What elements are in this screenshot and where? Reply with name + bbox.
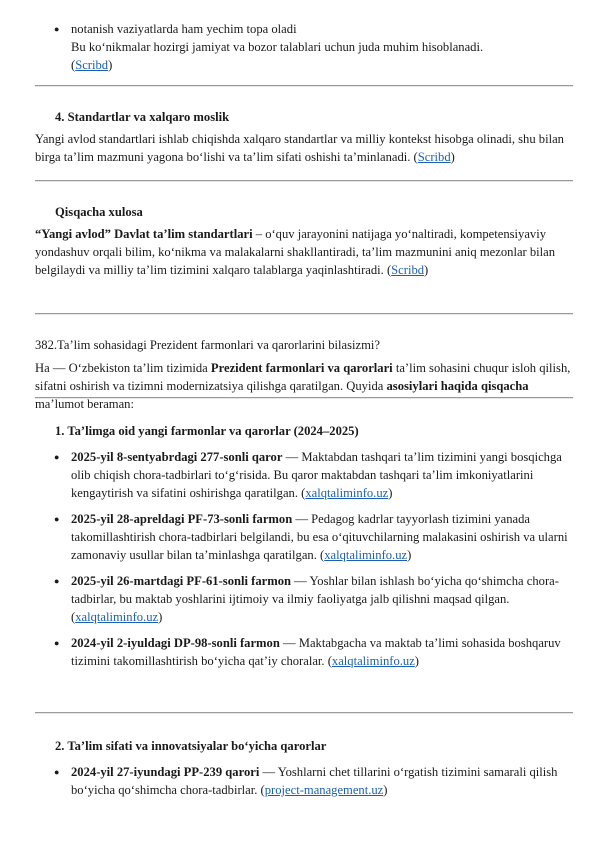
source-link[interactable]: xalqtaliminfo.uz xyxy=(324,548,408,562)
answer-text: Ha — O‘zbekiston ta’lim tizimida xyxy=(35,361,211,375)
divider xyxy=(35,313,573,315)
bullet-icon: ● xyxy=(54,767,60,777)
source-link[interactable]: xalqtaliminfo.uz xyxy=(331,654,415,668)
list-item xyxy=(35,572,573,626)
answer-bold: Prezident farmonlari va qarorlari xyxy=(210,361,393,375)
summary-paragraph: “Yangi avlod” Davlat ta’lim standartlari – o‘quv jarayonini natijaga yo‘naltiradi, kompetensiyaviy yondashuv orqali bilim, ko‘nikma va malakalarni shakllantiradi, ta’lim mazmunini aniq mezonlar bilan belgilaydi va milliy ta’lim tizimini xalqaro talablarga yaqinlashtiradi. (Scribd) xyxy=(35,227,556,277)
list-item: ● notanish vaziyatlarda ham yechim topa oladi Bu ko‘nikmalar hozirgi jamiyat va bozor talablari uchun juda muhim hisoblanadi. (Scribd) xyxy=(54,22,484,72)
answer-bold: asosiylari haqida qisqacha xyxy=(386,379,529,393)
source-link[interactable]: project-management.uz xyxy=(264,783,384,797)
summary-bold-term: “Yangi avlod” Davlat ta’lim standartlari xyxy=(35,227,253,241)
intro-block xyxy=(35,20,573,74)
section-heading: 4. Standartlar va xalqaro moslik xyxy=(55,110,230,124)
quality-section xyxy=(35,737,573,799)
list-item xyxy=(35,634,573,670)
list-item xyxy=(35,763,573,799)
summary-section xyxy=(35,203,573,279)
divider xyxy=(35,397,573,399)
answer-paragraph xyxy=(35,359,573,413)
answer-text: ta’lim sohasini chuqur isloh qilish, sifatni oshirish va tizimni modernizatsiya qilishga qaratilgan. Quyida xyxy=(35,361,571,393)
decree-title: 2024-yil 27-iyundagi PP-239 qarori xyxy=(71,765,260,779)
summary-heading: Qisqacha xulosa xyxy=(55,205,143,219)
source-link[interactable]: Scribd xyxy=(391,263,425,277)
importance-text: Bu ko‘nikmalar hozirgi jamiyat va bozor talablari uchun juda muhim hisoblanadi. xyxy=(71,40,484,54)
answer-text: ma’lumot beraman: xyxy=(35,397,134,411)
decrees-section xyxy=(35,422,573,670)
bullet-icon: ● xyxy=(54,24,60,34)
question-text: 382.Ta’lim sohasidagi Prezident farmonlari va qarorlarini bilasizmi? xyxy=(35,338,380,352)
closing-paren: ) xyxy=(388,486,393,500)
list-item xyxy=(35,448,573,502)
closing-paren: ) xyxy=(414,654,419,668)
list-item xyxy=(35,510,573,564)
decree-text: — Maktabdan tashqari ta’lim tizimini yangi bosqichga olib chiqish chora-tadbirlari to‘g‘risida. Bu qaror maktabdan tashqari ta’lim imkoniyatlarini kengaytirish va sifatini oshirishga qaratilgan. ( xyxy=(71,450,562,500)
decree-text: — Yoshlarni chet tillarini o‘rgatish tizimini samarali qilish bo‘yicha qo‘shimcha chora-tadbirlar. ( xyxy=(71,765,558,797)
closing-paren: ) xyxy=(383,783,388,797)
divider xyxy=(35,180,573,182)
decree-text: — Maktabgacha va maktab ta’limi sohasida boshqaruv tizimini takomillashtirish bo‘yicha qat’iy choralar. ( xyxy=(71,636,561,668)
decree-title: 2024-yil 2-iyuldagi DP-98-sonli farmon xyxy=(71,636,280,650)
decrees-list xyxy=(35,448,573,670)
bullet-icon: ● xyxy=(54,638,60,648)
source-link[interactable]: xalqtaliminfo.uz xyxy=(305,486,389,500)
bullet-icon: ● xyxy=(54,452,60,462)
decree-text: — Pedagog kadrlar tayyorlash tizimini yanada takomillashtirish chora-tadbirlari belgilandi, bu esa o‘qituvchilarning malakasini oshirish va ularni zamonaviy usullar bilan ta’minlashga qaratilgan. ( xyxy=(71,512,568,562)
source-link[interactable]: Scribd xyxy=(75,58,109,72)
section-heading: 1. Ta’limga oid yangi farmonlar va qarorlar (2024–2025) xyxy=(55,424,359,438)
divider xyxy=(35,712,573,714)
summary-text: – o‘quv jarayonini natijaga yo‘naltiradi, kompetensiyaviy yondashuv orqali bilim, ko‘nikma va malakalarni shakllantiradi, ta’lim mazmunini aniq mezonlar bilan belgilaydi va milliy ta’lim tizimini xalqaro talablarga yaqinlashtiradi. xyxy=(35,227,556,277)
decree-text: — Yoshlar bilan ishlash bo‘yicha qo‘shimcha chora-tadbirlar, bu maktab yoshlarini ijtimoiy va ilmiy faoliyatga jalb qilishni maqsad qilgan. ( xyxy=(71,574,559,624)
standards-section xyxy=(35,108,573,166)
closing-paren: ) xyxy=(407,548,412,562)
decree-title: 2025-yil 28-apreldagi PF-73-sonli farmon xyxy=(71,512,293,526)
paragraph-text: Yangi avlod standartlari ishlab chiqishda xalqaro standartlar va milliy kontekst hisobga olinadi, shu bilan birga ta’lim mazmuni yagona bo‘lishi va ta’lim sifati oshishi ta’minlanadi. xyxy=(35,132,564,164)
bullet-icon: ● xyxy=(54,514,60,524)
closing-paren: ) xyxy=(158,610,163,624)
question-section xyxy=(35,336,573,413)
decree-title: 2025-yil 26-martdagi PF-61-sonli farmon xyxy=(71,574,292,588)
decree-title: 2025-yil 8-sentyabrdagi 277-sonli qaror xyxy=(71,450,283,464)
section-paragraph: Yangi avlod standartlari ishlab chiqishda xalqaro standartlar va milliy kontekst hisobga olinadi, shu bilan birga ta’lim mazmuni yagona bo‘lishi va ta’lim sifati oshishi ta’minlanadi. (Scribd) xyxy=(35,132,564,164)
skills-list xyxy=(35,20,573,74)
quality-list xyxy=(35,763,573,799)
source-link[interactable]: xalqtaliminfo.uz xyxy=(75,610,159,624)
divider xyxy=(35,85,573,87)
list-item-text: notanish vaziyatlarda ham yechim topa oladi xyxy=(71,22,297,36)
section-heading: 2. Ta’lim sifati va innovatsiyalar bo‘yicha qarorlar xyxy=(55,739,327,753)
source-link[interactable]: Scribd xyxy=(417,150,451,164)
bullet-icon: ● xyxy=(54,576,60,586)
